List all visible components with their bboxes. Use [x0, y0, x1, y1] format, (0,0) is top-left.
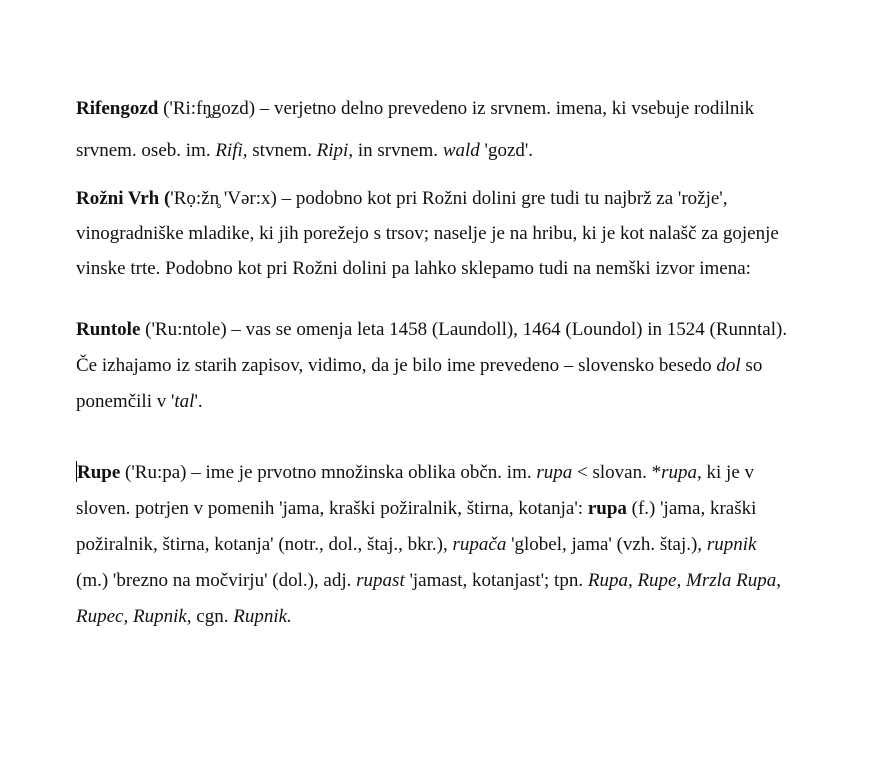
- text-run: so: [740, 355, 763, 376]
- entry-rifengozd: [76, 88, 866, 172]
- text-run: 'Rọ:žn̥ 'Vər:x) – podobno kot pri Rožni dolini gre tudi tu najbrž za 'rožje',: [170, 188, 728, 209]
- entry-rozni-vrh: [76, 181, 866, 286]
- italic-term: tal: [174, 391, 195, 412]
- entry-line: [76, 251, 866, 286]
- text-run: 'jamast, kotanjast'; tpn.: [404, 570, 588, 591]
- text-run: , in srvnem.: [348, 140, 443, 161]
- entry-rupe: [76, 455, 866, 635]
- italic-term: rupast: [356, 570, 405, 591]
- headword: Runtole: [76, 319, 141, 340]
- headword: Rifengozd: [76, 98, 159, 119]
- italic-term: Rupec, Rupnik,: [76, 606, 192, 627]
- text-run: srvnem. oseb. im.: [76, 140, 216, 161]
- headword: rupa: [587, 498, 627, 519]
- text-run: ('Ru:ntole) – vas se omenja leta 1458 (Laundoll), 1464 (Loundol) in 1524 (Runntal).: [140, 319, 788, 340]
- entry-line: [76, 312, 866, 348]
- text-run: < slovan. *: [572, 462, 662, 483]
- entry-line: [76, 348, 866, 384]
- entry-runtole: [76, 312, 866, 420]
- headword: Rožni Vrh (: [76, 188, 171, 209]
- entry-line: [76, 384, 866, 420]
- entry-line: [76, 527, 866, 563]
- text-run: (m.) 'brezno na močvirju' (dol.), adj.: [76, 570, 357, 591]
- text-run: cgn.: [191, 606, 234, 627]
- text-run: vinske trte. Podobno kot pri Rožni dolini pa lahko sklepamo tudi na nemški izvor imena:: [76, 258, 751, 279]
- text-run: Če izhajamo iz starih zapisov, vidimo, da je bilo ime prevedeno – slovensko besedo: [76, 355, 717, 376]
- text-run: (f.) 'jama, kraški: [626, 498, 757, 519]
- entry-line: [76, 130, 866, 172]
- text-run: vinogradniške mladike, ki jih porežejo s trsov; naselje je na hribu, ki je kot nalašč za gojenje: [76, 223, 779, 244]
- italic-term: Rupa, Rupe, Mrzla Rupa,: [587, 570, 781, 591]
- italic-term: Rupnik.: [233, 606, 292, 627]
- entry-line: [76, 455, 866, 491]
- text-run: , ki je v: [697, 462, 755, 483]
- entry-line: [76, 216, 866, 251]
- text-run: požiralnik, štirna, kotanja' (notr., dol., štaj., bkr.),: [76, 534, 453, 555]
- italic-term: rupa: [661, 462, 698, 483]
- italic-term: Ripi: [316, 140, 349, 161]
- entry-line: [76, 491, 866, 527]
- entry-line: [76, 88, 866, 130]
- text-run: ('Ru:pa) – ime je prvotno množinska oblika občn. im.: [120, 462, 537, 483]
- italic-term: rupnik: [706, 534, 757, 555]
- text-run: ('Ri:fŋ̥gozd) – verjetno delno prevedeno iz srvnem. imena, ki vsebuje rodilnik: [158, 98, 755, 119]
- entry-line: [76, 181, 866, 216]
- text-run: '.: [194, 391, 203, 412]
- text-run: sloven. potrjen v pomenih 'jama, kraški požiralnik, štirna, kotanja':: [76, 498, 588, 519]
- text-run: ponemčili v ': [76, 391, 175, 412]
- italic-term: dol: [716, 355, 741, 376]
- text-run: , stvnem.: [242, 140, 317, 161]
- italic-term: rupača: [452, 534, 507, 555]
- italic-term: wald: [442, 140, 480, 161]
- text-run: 'globel, jama' (vzh. štaj.),: [506, 534, 707, 555]
- entry-line: [76, 563, 866, 599]
- entry-line: [76, 599, 866, 635]
- italic-term: Rifi: [215, 140, 243, 161]
- headword: Rupe: [77, 462, 121, 483]
- italic-term: rupa: [536, 462, 573, 483]
- text-run: 'gozd'.: [479, 140, 534, 161]
